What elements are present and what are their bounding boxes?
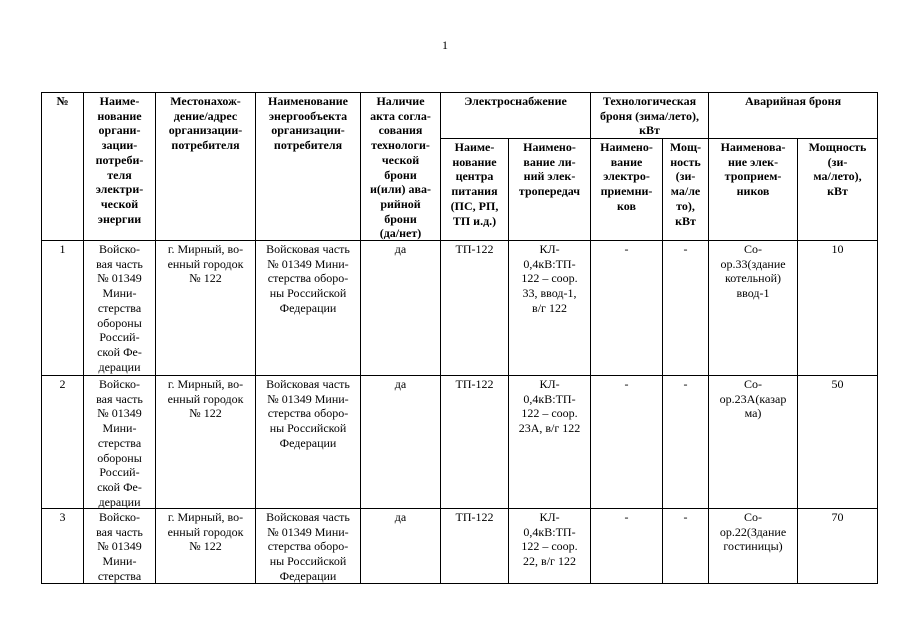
- cell-organization-text: Войско- вая часть № 01349 Мини- стерства: [96, 510, 143, 583]
- cell-agreement-act: [361, 509, 441, 584]
- table-row: [42, 376, 878, 509]
- cell-power-center: [441, 509, 509, 584]
- cell-tech-power-text: -: [683, 377, 688, 391]
- cell-emergency-receivers: [709, 241, 798, 376]
- cell-address-text: г. Мирный, во- енный городок № 122: [167, 510, 244, 554]
- cell-tech-receivers-text: -: [624, 510, 629, 524]
- header-organization: [84, 93, 156, 241]
- cell-number-text: 2: [59, 377, 66, 391]
- cell-emergency-power-text: 70: [831, 510, 844, 524]
- subheader-tech-receivers: [591, 139, 663, 241]
- cell-emergency-receivers-text: Со- ор.22(Здание гостиницы): [719, 510, 787, 554]
- cell-address: [156, 241, 256, 376]
- cell-address: [156, 376, 256, 509]
- cell-emergency-receivers-text: Со- ор.23А(казар ма): [719, 377, 787, 421]
- cell-energy-object-text: Войсковая часть № 01349 Мини- стерства оборо- ны Российской Федерации: [266, 510, 350, 583]
- subheader-emergency-power: [798, 139, 878, 241]
- header-address: [156, 93, 256, 241]
- cell-tech-receivers: [591, 241, 663, 376]
- subheader-power-lines: [509, 139, 591, 241]
- header-agreement-act: [361, 93, 441, 241]
- subheader-power-lines-text: Наимено- вание ли- ний элек- тропередач: [518, 140, 581, 199]
- cell-organization-text: Войско- вая часть № 01349 Мини- стерства обороны Россий- ской Фе- дерации: [96, 377, 143, 508]
- cell-energy-object: [256, 509, 361, 584]
- cell-number: [42, 241, 84, 376]
- cell-power-line: [509, 241, 591, 376]
- cell-emergency-power: [798, 509, 878, 584]
- cell-tech-receivers-text: -: [624, 242, 629, 256]
- subheader-power-center: [441, 139, 509, 241]
- cell-energy-object-text: Войсковая часть № 01349 Мини- стерства оборо- ны Российской Федерации: [266, 242, 350, 315]
- cell-power-center: [441, 241, 509, 376]
- header-number: [42, 93, 84, 241]
- cell-address-text: г. Мирный, во- енный городок № 122: [167, 242, 244, 286]
- subheader-tech-power: [663, 139, 709, 241]
- cell-number-text: 3: [59, 510, 66, 524]
- header-tech-armor: [591, 93, 709, 139]
- cell-power-center-text: ТП-122: [455, 242, 494, 256]
- cell-organization: [84, 509, 156, 584]
- cell-number: [42, 509, 84, 584]
- header-address-text: Местонахож- дение/адрес организации- потребителя: [168, 94, 243, 153]
- cell-energy-object: [256, 376, 361, 509]
- cell-emergency-power: [798, 376, 878, 509]
- cell-tech-power: [663, 509, 709, 584]
- cell-tech-receivers: [591, 509, 663, 584]
- cell-emergency-receivers: [709, 509, 798, 584]
- subheader-tech-power-text: Мощ- ность (зи- ма/ле то), кВт: [669, 140, 702, 228]
- header-energy-object: [256, 93, 361, 241]
- cell-power-center-text: ТП-122: [455, 377, 494, 391]
- cell-address-text: г. Мирный, во- енный городок № 122: [167, 377, 244, 421]
- consumers-table-wrapper: [41, 92, 878, 584]
- cell-agreement-act: [361, 241, 441, 376]
- header-power-supply: [441, 93, 591, 139]
- cell-organization: [84, 241, 156, 376]
- cell-agreement-act-text: да: [394, 510, 407, 524]
- cell-organization: [84, 376, 156, 509]
- cell-tech-receivers: [591, 376, 663, 509]
- cell-power-line: [509, 509, 591, 584]
- table-row: [42, 241, 878, 376]
- consumers-table: [41, 92, 878, 584]
- page-number: 1: [442, 38, 448, 52]
- cell-emergency-power-text: 50: [831, 377, 844, 391]
- subheader-emergency-receivers-text: Наименова- ние элек- троприем- ников: [720, 140, 786, 199]
- cell-power-center-text: ТП-122: [455, 510, 494, 524]
- table-row: [42, 509, 878, 584]
- header-energy-object-text: Наименование энергообъекта организации- потребителя: [268, 94, 348, 153]
- cell-tech-power-text: -: [683, 242, 688, 256]
- cell-power-line-text: КЛ- 0,4кВ:ТП- 122 – соор. 33, ввод-1, в/г 122: [521, 242, 578, 315]
- cell-number: [42, 376, 84, 509]
- header-agreement-act-text: Наличие акта согла- сования технологи- ческой брони и(или) ава- рийной брони (да/нет): [370, 94, 431, 240]
- cell-tech-power-text: -: [683, 510, 688, 524]
- cell-address: [156, 509, 256, 584]
- cell-agreement-act-text: да: [394, 377, 407, 391]
- cell-power-center: [441, 376, 509, 509]
- cell-emergency-receivers: [709, 376, 798, 509]
- subheader-emergency-receivers: [709, 139, 798, 241]
- subheader-tech-receivers-text: Наимено- вание электро- приемни- ков: [600, 140, 653, 213]
- cell-power-line: [509, 376, 591, 509]
- cell-power-line-text: КЛ- 0,4кВ:ТП- 122 – соор. 23А, в/г 122: [518, 377, 581, 436]
- cell-agreement-act: [361, 376, 441, 509]
- header-power-supply-text: Электроснабжение: [464, 94, 567, 108]
- header-organization-text: Наиме- нование органи- зации- потреби- теля электри- ческой энергии: [95, 94, 144, 226]
- cell-energy-object-text: Войсковая часть № 01349 Мини- стерства оборо- ны Российской Федерации: [266, 377, 350, 450]
- cell-tech-power: [663, 241, 709, 376]
- header-tech-armor-text: Технологическая броня (зима/лето), кВт: [600, 94, 700, 138]
- table-header-row: [42, 93, 878, 139]
- cell-power-line-text: КЛ- 0,4кВ:ТП- 122 – соор. 22, в/г 122: [521, 510, 578, 569]
- cell-tech-receivers-text: -: [624, 377, 629, 391]
- cell-number-text: 1: [59, 242, 66, 256]
- cell-energy-object: [256, 241, 361, 376]
- header-emergency-armor: [709, 93, 878, 139]
- cell-emergency-power-text: 10: [831, 242, 844, 256]
- subheader-emergency-power-text: Мощность (зи- ма/лето), кВт: [808, 140, 867, 199]
- cell-emergency-receivers-text: Со- ор.33(здание котельной) ввод-1: [720, 242, 786, 301]
- subheader-power-center-text: Наиме- нование центра питания (ПС, РП, ТП и.д.): [450, 140, 499, 228]
- cell-emergency-power: [798, 241, 878, 376]
- header-number-text: №: [56, 94, 69, 108]
- header-emergency-armor-text: Аварийная броня: [744, 94, 842, 108]
- cell-agreement-act-text: да: [394, 242, 407, 256]
- cell-tech-power: [663, 376, 709, 509]
- cell-organization-text: Войско- вая часть № 01349 Мини- стерства обороны Россий- ской Фе- дерации: [96, 242, 143, 374]
